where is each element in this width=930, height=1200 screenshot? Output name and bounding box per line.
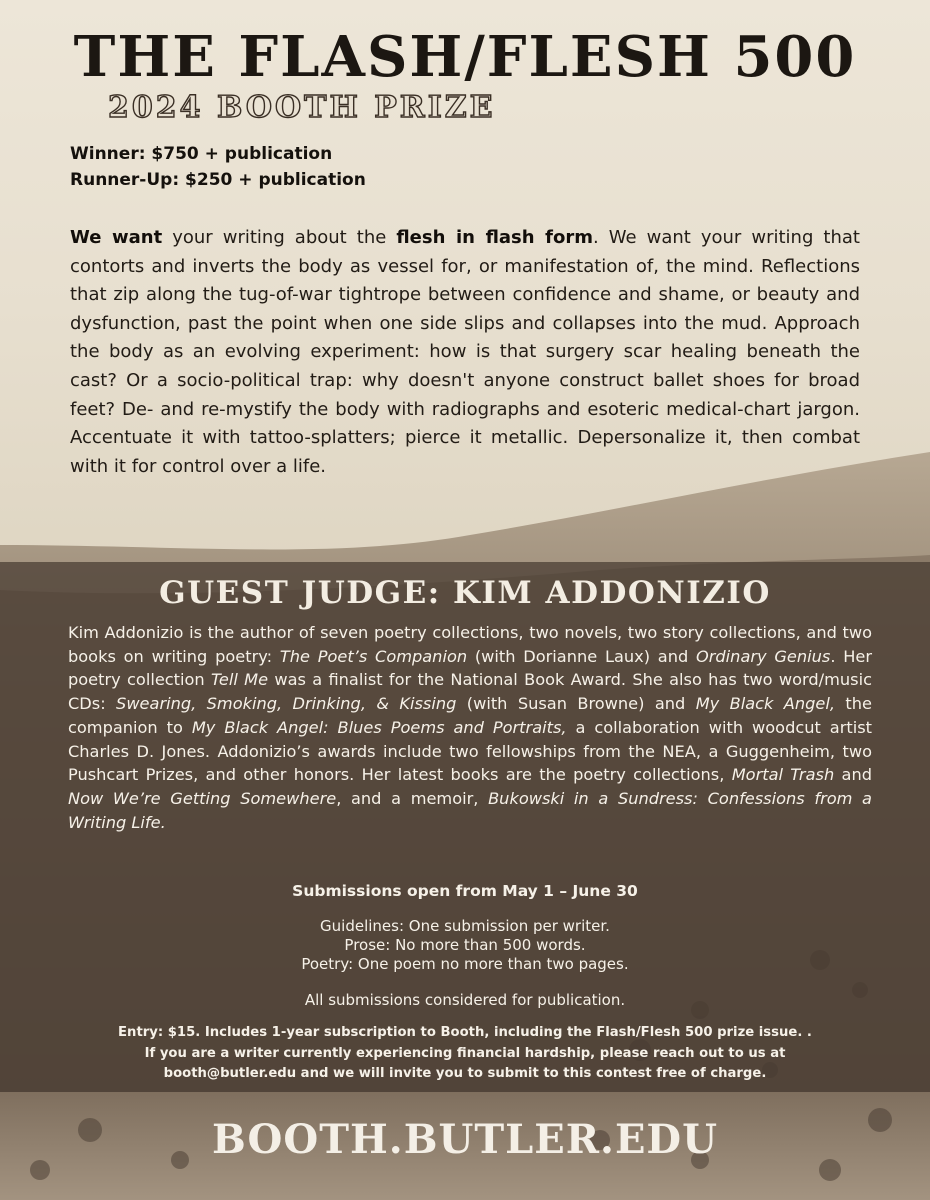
bio-text: the companion to <box>68 694 872 737</box>
intro-lead: We want <box>70 227 163 248</box>
entry-line: booth@butler.edu and we will invite you to submit to this contest free of charge. <box>163 1066 767 1081</box>
guideline-line: Guidelines: One submission per writer. <box>320 917 610 935</box>
bio-text: and <box>834 765 872 785</box>
call-for-submissions <box>70 224 860 481</box>
book-title: My Black Angel: Blues Poems and Portraits, <box>191 717 567 737</box>
entry-line: If you are a writer currently experiencing financial hardship, please reach out to us at <box>144 1045 786 1061</box>
prize-subtitle: 2024 BOOTH PRIZE <box>108 90 496 125</box>
page-title: THE FLASH/FLESH 500 <box>73 24 857 90</box>
guideline-line: Prose: No more than 500 words. <box>344 936 586 954</box>
runner-up-prize: Runner-Up: $250 + publication <box>70 170 366 190</box>
cd-title: My Black Angel, <box>695 694 836 714</box>
book-title: Tell Me <box>210 670 269 690</box>
book-title: The Poet’s Companion <box>279 646 468 666</box>
prize-amounts <box>70 141 366 193</box>
entry-fee-info <box>0 1023 930 1085</box>
publication-note: All submissions considered for publication. <box>304 991 626 1009</box>
book-title: Bukowski in a Sundress: Confessions from a Writing Life. <box>68 788 872 832</box>
bio-text: , and a memoir, <box>336 788 489 808</box>
book-title: Mortal Trash <box>731 765 835 785</box>
website-link[interactable]: BOOTH.BUTLER.EDU <box>211 1116 719 1163</box>
bio-text: . Her poetry collection <box>68 646 872 690</box>
bio-text: was a finalist for the National Book Award. She also has two word/music CDs: <box>68 670 872 714</box>
bio-text: a collaboration with woodcut artist Charles D. Jones. Addonizio’s awards include two fellowships from the NEA, a Guggenheim, two Pushcart Prizes, and other honors. Her latest books are the poetry collections, <box>68 717 873 785</box>
book-title: Now We’re Getting Somewhere <box>68 788 337 808</box>
intro-text: . We want your writing that contorts and inverts the body as vessel for, or manifestation of, the mind. Reflections that zip along the tug-of-war tightrope between confidence and shame, or beauty and dysfunction, past the point when one side slips and collapses into the mud. Approach the body as an evolving experiment: how is that surgery scar healing beneath the cast? Or a socio-political trap: why doesn't anyone construct ballet shoes for broad feet? De- and re-mystify the body with radiographs and esoteric medical-chart jargon. Accentuate it with tattoo-splatters; pierce it metallic. Depersonalize it, then combat with it for control over a life. <box>70 227 860 477</box>
entry-line: Entry: $15. Includes 1-year subscription to Booth, including the Flash/Flesh 500 prize issue. . <box>118 1025 812 1040</box>
guideline-line: Poetry: One poem no more than two pages. <box>301 955 629 973</box>
submission-window: Submissions open from May 1 – June 30 <box>292 882 638 900</box>
bio-text: Kim Addonizio is the author of seven poetry collections, two novels, two story collections, and two books on writing poetry: <box>68 623 872 666</box>
intro-text: your writing about the <box>162 227 397 248</box>
bio-text: (with Susan Browne) and <box>456 694 696 714</box>
guidelines <box>0 917 930 974</box>
judge-bio <box>68 621 872 834</box>
winner-prize: Winner: $750 + publication <box>70 144 333 164</box>
guest-judge-heading: GUEST JUDGE: KIM ADDONIZIO <box>159 575 771 611</box>
cd-title: Swearing, Smoking, Drinking, & Kissing <box>116 694 457 714</box>
bio-text: (with Dorianne Laux) and <box>467 646 697 666</box>
book-title: Ordinary Genius <box>696 646 831 666</box>
intro-emphasis: flesh in flash form <box>396 227 593 248</box>
